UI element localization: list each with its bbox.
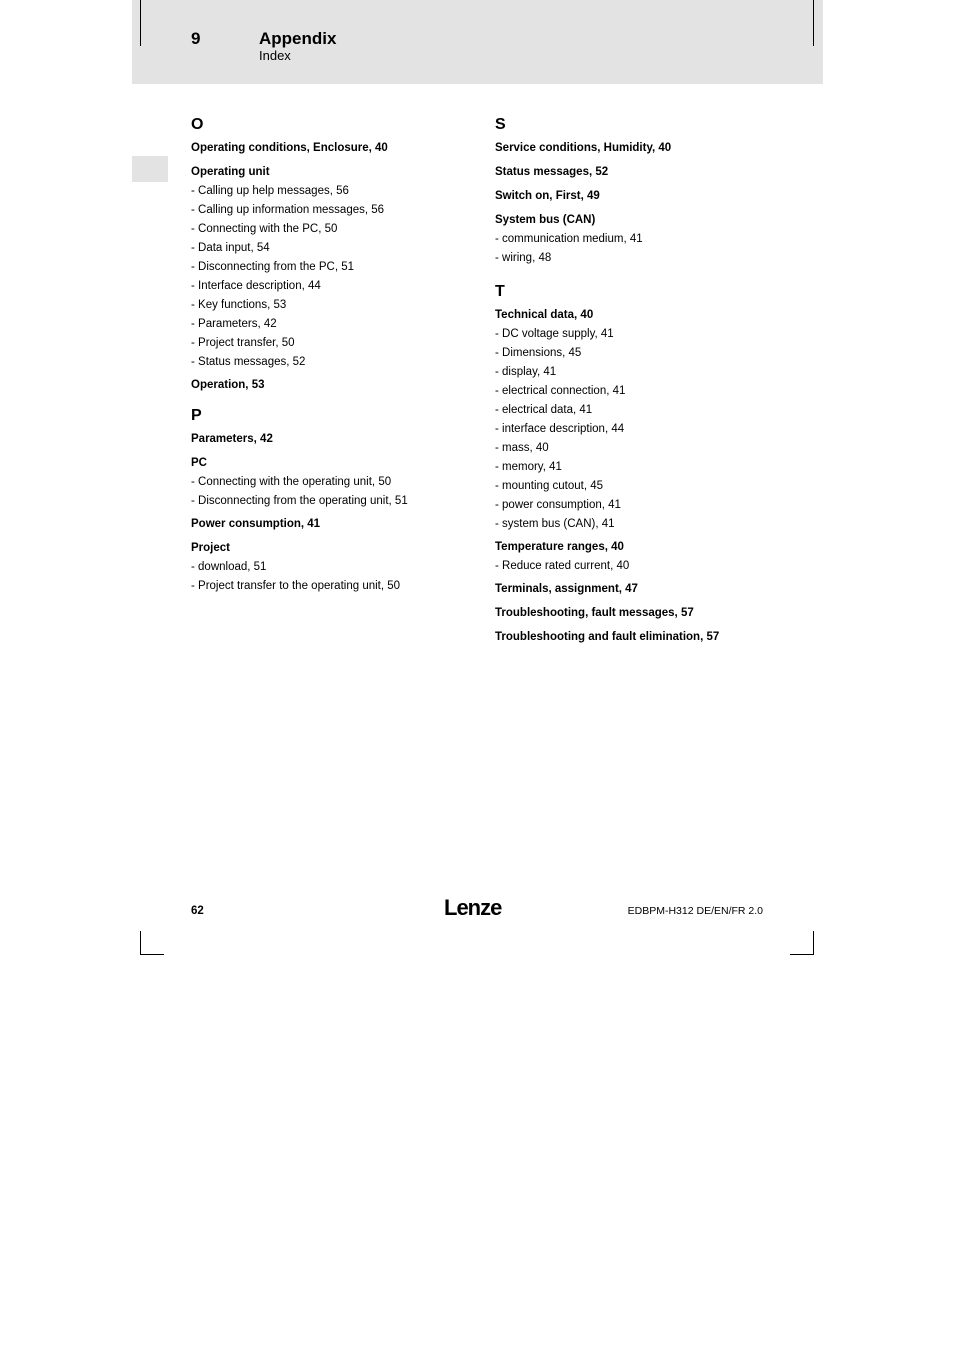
- index-letter: S: [495, 116, 506, 133]
- index-column-left: [191, 114, 491, 601]
- subentry-dash: -: [191, 242, 199, 254]
- index-subentries: [495, 231, 795, 269]
- index-subentry: [191, 183, 491, 202]
- index-subentry: [495, 250, 795, 269]
- index-subentry: [495, 345, 795, 364]
- page-header: [132, 0, 823, 84]
- subentry-dash: -: [495, 328, 503, 340]
- subentry-text: Disconnecting from the PC, 51: [198, 261, 354, 273]
- subentry-dash: -: [191, 561, 199, 573]
- subentry-text: Reduce rated current, 40: [502, 560, 630, 572]
- subentry-text: system bus (CAN), 41: [502, 518, 615, 530]
- subentry-text: mounting cutout, 45: [502, 480, 604, 492]
- chapter-number: 9: [191, 29, 201, 48]
- index-subentry: [191, 335, 491, 354]
- index-subentries: [191, 559, 491, 597]
- subentry-dash: -: [191, 299, 199, 311]
- subentry-dash: -: [495, 442, 503, 454]
- subentry-dash: -: [191, 495, 199, 507]
- index-subentry: [191, 316, 491, 335]
- subentry-dash: -: [495, 499, 503, 511]
- index-subentry: [191, 354, 491, 373]
- crop-mark-bottom-right-v: [813, 931, 814, 955]
- index-subentry: [495, 516, 795, 535]
- svg-text:Lenze: Lenze: [444, 895, 502, 919]
- index-entry: Operating unit: [191, 166, 270, 178]
- subentry-dash: -: [191, 337, 199, 349]
- index-subentry: [191, 221, 491, 240]
- subentry-dash: -: [191, 204, 199, 216]
- index-column-right: [495, 114, 795, 653]
- index-subentry: [495, 364, 795, 383]
- subentry-text: Project transfer, 50: [198, 337, 295, 349]
- subentry-text: Connecting with the operating unit, 50: [198, 476, 392, 488]
- subentry-text: power consumption, 41: [502, 499, 621, 511]
- subentry-dash: -: [495, 560, 503, 572]
- crop-mark-top-right: [813, 0, 814, 46]
- index-entry: Technical data, 40: [495, 309, 594, 321]
- crop-mark-bottom-left-v: [140, 931, 141, 955]
- subentry-text: Calling up information messages, 56: [198, 204, 385, 216]
- index-subentry: [495, 383, 795, 402]
- subentry-dash: -: [191, 261, 199, 273]
- index-entry: Parameters, 42: [191, 433, 273, 445]
- subentry-dash: -: [495, 347, 503, 359]
- subentry-text: mass, 40: [502, 442, 549, 454]
- index-subentry: [495, 440, 795, 459]
- subentry-text: interface description, 44: [502, 423, 625, 435]
- side-tab-marker: [132, 156, 168, 182]
- crop-mark-bottom-left-h: [140, 954, 164, 955]
- index-subentry: [495, 326, 795, 345]
- crop-mark-top-left: [140, 0, 141, 46]
- subentry-text: wiring, 48: [502, 252, 552, 264]
- index-entry: Troubleshooting and fault elimination, 57: [495, 631, 720, 643]
- page-number: 62: [191, 905, 204, 917]
- index-subentry: [495, 231, 795, 250]
- index-subentry: [191, 493, 491, 512]
- section-title: Index: [259, 48, 291, 63]
- subentry-text: Dimensions, 45: [502, 347, 582, 359]
- index-subentries: [191, 183, 491, 373]
- subentry-text: memory, 41: [502, 461, 562, 473]
- index-subentry: [191, 578, 491, 597]
- index-entry: Power consumption, 41: [191, 518, 321, 530]
- subentry-dash: -: [495, 404, 503, 416]
- index-subentry: [495, 402, 795, 421]
- subentry-text: Interface description, 44: [198, 280, 321, 292]
- index-entry: Operation, 53: [191, 379, 265, 391]
- lenze-logo-icon: [444, 895, 506, 919]
- index-entry: System bus (CAN): [495, 214, 596, 226]
- subentry-dash: -: [191, 356, 199, 368]
- chapter-title: Appendix: [259, 29, 337, 48]
- subentry-text: display, 41: [502, 366, 557, 378]
- index-entry: Terminals, assignment, 47: [495, 583, 638, 595]
- subentry-dash: -: [495, 366, 503, 378]
- subentry-text: Status messages, 52: [198, 356, 306, 368]
- subentry-text: Calling up help messages, 56: [198, 185, 349, 197]
- subentry-text: Key functions, 53: [198, 299, 287, 311]
- crop-mark-bottom-right-h: [790, 954, 814, 955]
- index-subentry: [191, 240, 491, 259]
- subentry-text: DC voltage supply, 41: [502, 328, 614, 340]
- index-subentry: [495, 497, 795, 516]
- subentry-dash: -: [191, 580, 199, 592]
- subentry-dash: -: [191, 476, 199, 488]
- index-entry: Temperature ranges, 40: [495, 541, 624, 553]
- index-subentry: [495, 421, 795, 440]
- subentry-dash: -: [191, 318, 199, 330]
- subentry-text: download, 51: [198, 561, 267, 573]
- index-subentries: [191, 474, 491, 512]
- index-subentry: [191, 474, 491, 493]
- index-subentry: [191, 297, 491, 316]
- subentry-text: electrical connection, 41: [502, 385, 626, 397]
- subentry-text: Disconnecting from the operating unit, 51: [198, 495, 408, 507]
- index-entry: PC: [191, 457, 207, 469]
- subentry-dash: -: [191, 280, 199, 292]
- subentry-dash: -: [495, 518, 503, 530]
- subentry-dash: -: [191, 185, 199, 197]
- index-subentries: [495, 558, 795, 577]
- subentry-text: Data input, 54: [198, 242, 270, 254]
- index-subentry: [191, 559, 491, 578]
- subentry-text: electrical data, 41: [502, 404, 593, 416]
- subentry-dash: -: [191, 223, 199, 235]
- index-subentry: [495, 558, 795, 577]
- index-entry: Status messages, 52: [495, 166, 609, 178]
- index-letter: P: [191, 407, 202, 424]
- index-subentry: [191, 259, 491, 278]
- subentry-dash: -: [495, 385, 503, 397]
- index-subentry: [495, 478, 795, 497]
- index-entry: Service conditions, Humidity, 40: [495, 142, 672, 154]
- index-letter: O: [191, 116, 204, 133]
- subentry-dash: -: [495, 233, 503, 245]
- index-entry: Operating conditions, Enclosure, 40: [191, 142, 388, 154]
- index-entry: Project: [191, 542, 230, 554]
- subentry-text: communication medium, 41: [502, 233, 643, 245]
- index-subentry: [191, 202, 491, 221]
- index-entry: Troubleshooting, fault messages, 57: [495, 607, 694, 619]
- subentry-dash: -: [495, 480, 503, 492]
- index-entry: Switch on, First, 49: [495, 190, 600, 202]
- document-id: EDBPM-H312 DE/EN/FR 2.0: [627, 905, 763, 917]
- subentry-dash: -: [495, 461, 503, 473]
- subentry-dash: -: [495, 423, 503, 435]
- index-letter: T: [495, 283, 505, 300]
- index-subentry: [495, 459, 795, 478]
- subentry-text: Connecting with the PC, 50: [198, 223, 338, 235]
- subentry-text: Parameters, 42: [198, 318, 277, 330]
- lenze-logo: [444, 895, 506, 924]
- subentry-text: Project transfer to the operating unit, 50: [198, 580, 401, 592]
- index-subentries: [495, 326, 795, 535]
- subentry-dash: -: [495, 252, 503, 264]
- index-subentry: [191, 278, 491, 297]
